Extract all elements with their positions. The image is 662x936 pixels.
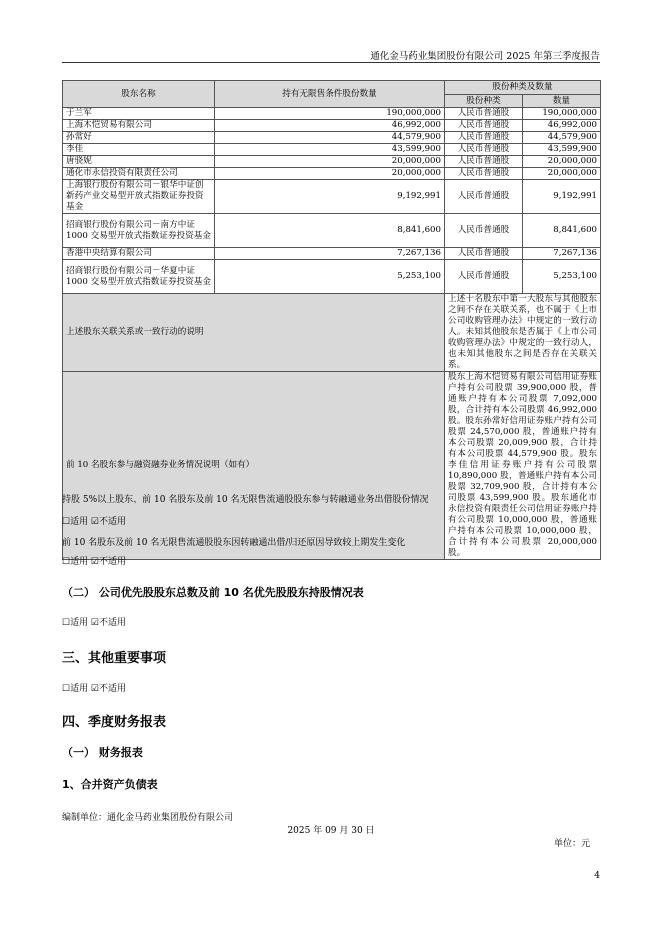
share-quantity: 44,579,900	[523, 132, 601, 144]
shareholder-name: 通化市永信投资有限责任公司	[63, 168, 215, 180]
section-financial-statements: 四、季度财务报表	[62, 715, 167, 730]
share-type: 人民币普通股	[445, 132, 523, 144]
subsection-financial-statements: （一） 财务报表	[62, 746, 143, 759]
margin-trading-row	[63, 372, 601, 560]
unrestricted-shares: 43,599,900	[215, 144, 445, 156]
shareholder-table	[62, 80, 601, 560]
unrestricted-shares: 44,579,900	[215, 132, 445, 144]
preferred-applicability: ☐适用 ☑不适用	[62, 618, 126, 628]
table-row	[63, 144, 601, 156]
header-share-type-qty: 股份种类及数量	[445, 81, 601, 95]
header-quantity: 数量	[523, 95, 601, 108]
unrestricted-shares: 5,253,100	[215, 260, 445, 294]
header-share-type: 股份种类	[445, 95, 523, 108]
unrestricted-shares: 190,000,000	[215, 108, 445, 120]
header-unrestricted-shares: 持有无限售条件股份数量	[215, 81, 445, 108]
unrestricted-shares: 9,192,991	[215, 180, 445, 214]
shareholder-name: 李佳	[63, 144, 215, 156]
share-type: 人民币普通股	[445, 168, 523, 180]
shareholder-name: 上海木恺贸易有限公司	[63, 120, 215, 132]
share-quantity: 46,992,000	[523, 120, 601, 132]
currency-unit: 单位：元	[553, 839, 590, 849]
unrestricted-shares: 7,267,136	[215, 248, 445, 260]
table-row	[63, 180, 601, 214]
table-row	[63, 248, 601, 260]
share-type: 人民币普通股	[445, 144, 523, 156]
table-row	[63, 120, 601, 132]
share-quantity: 7,267,136	[523, 248, 601, 260]
share-quantity: 9,192,991	[523, 180, 601, 214]
unrestricted-shares: 8,841,600	[215, 214, 445, 248]
change-applicability: ☐适用 ☑不适用	[62, 557, 126, 567]
consolidated-balance-sheet-title: 1、合并资产负债表	[62, 778, 158, 791]
header-divider	[62, 62, 600, 63]
share-type: 人民币普通股	[445, 156, 523, 168]
header-shareholder-name: 股东名称	[63, 81, 215, 108]
table-row	[63, 108, 601, 120]
relation-label: 上述股东关联关系或一致行动的说明	[63, 294, 445, 372]
table-row	[63, 260, 601, 294]
shareholder-name: 招商银行股份有限公司－华夏中证 1000 交易型开放式指数证券投资基金	[63, 260, 215, 294]
share-quantity: 8,841,600	[523, 214, 601, 248]
unrestricted-shares: 20,000,000	[215, 156, 445, 168]
prepared-by: 编制单位：通化金马药业集团股份有限公司	[62, 813, 234, 823]
table-row	[63, 156, 601, 168]
unrestricted-shares: 20,000,000	[215, 168, 445, 180]
table-row	[63, 168, 601, 180]
shareholder-name: 孙常好	[63, 132, 215, 144]
shareholder-name: 上海银行股份有限公司－银华中证创新药产业交易型开放式指数证券投资基金	[63, 180, 215, 214]
margin-trading-text: 股东上海木恺贸易有限公司信用证券账户持有公司股票 39,900,000 股，普通账户持有本公司股票 7,092,000 股，合计持有本公司股票 46,992,000 股。股东孙常好信用证券账户持有公司股票 24,570,000 股，普通账户持有本公司股票 20,009,900 股，合计持有本公司股票 44,579,900 股。股东李佳信用证券账户持有公司股票 10,890,000 股，普通账户持有本公司股票 32,709,900 股，合计持有本公司股票 43,599,900 股。股东通化市永信投资有限责任公司信用证券账户持有公司股票 10,000,000 股，普通账户持有本公司股票 10,000,000 股，合计持有本公司股票 20,000,000 股。	[445, 372, 601, 560]
table-row	[63, 132, 601, 144]
share-quantity: 190,000,000	[523, 108, 601, 120]
share-type: 人民币普通股	[445, 120, 523, 132]
share-type: 人民币普通股	[445, 108, 523, 120]
lending-applicability: ☐适用 ☑不适用	[62, 517, 126, 527]
shareholder-name: 招商银行股份有限公司－南方中证 1000 交易型开放式指数证券投资基金	[63, 214, 215, 248]
share-quantity: 20,000,000	[523, 156, 601, 168]
page-number: 4	[594, 871, 600, 881]
share-type: 人民币普通股	[445, 248, 523, 260]
shareholder-name: 唐骁妮	[63, 156, 215, 168]
statement-date: 2025 年 09 月 30 日	[287, 826, 375, 836]
section-other-matters: 三、其他重要事项	[62, 651, 167, 666]
preferred-shareholders-heading: （二） 公司优先股股东总数及前 10 名优先股股东持股情况表	[62, 586, 364, 599]
other-matters-applicability: ☐适用 ☑不适用	[62, 684, 126, 694]
relation-row	[63, 294, 601, 372]
share-type: 人民币普通股	[445, 260, 523, 294]
share-type: 人民币普通股	[445, 214, 523, 248]
shareholder-name: 香港中央结算有限公司	[63, 248, 215, 260]
share-quantity: 43,599,900	[523, 144, 601, 156]
lending-heading: 持股 5%以上股东、前 10 名股东及前 10 名无限售流通股股东参与转融通业务出借股份情况	[62, 495, 429, 505]
change-heading: 前 10 名股东及前 10 名无限售流通股股东因转融通出借/归还原因导致较上期发生变化	[62, 538, 406, 548]
relation-text: 上述十名股东中第一大股东与其他股东之间不存在关联关系，也不属于《上市公司收购管理办法》中规定的一致行动人。未知其他股东是否属于《上市公司收购管理办法》中规定的一致行动人，也未知其他股东之间是否存在关联关系。	[445, 294, 601, 372]
share-quantity: 20,000,000	[523, 168, 601, 180]
share-quantity: 5,253,100	[523, 260, 601, 294]
table-row	[63, 214, 601, 248]
unrestricted-shares: 46,992,000	[215, 120, 445, 132]
margin-trading-label: 前 10 名股东参与融资融券业务情况说明（如有）	[63, 372, 445, 560]
report-header: 通化金马药业集团股份有限公司 2025 年第三季度报告	[370, 51, 600, 62]
shareholder-name: 于兰军	[63, 108, 215, 120]
share-type: 人民币普通股	[445, 180, 523, 214]
